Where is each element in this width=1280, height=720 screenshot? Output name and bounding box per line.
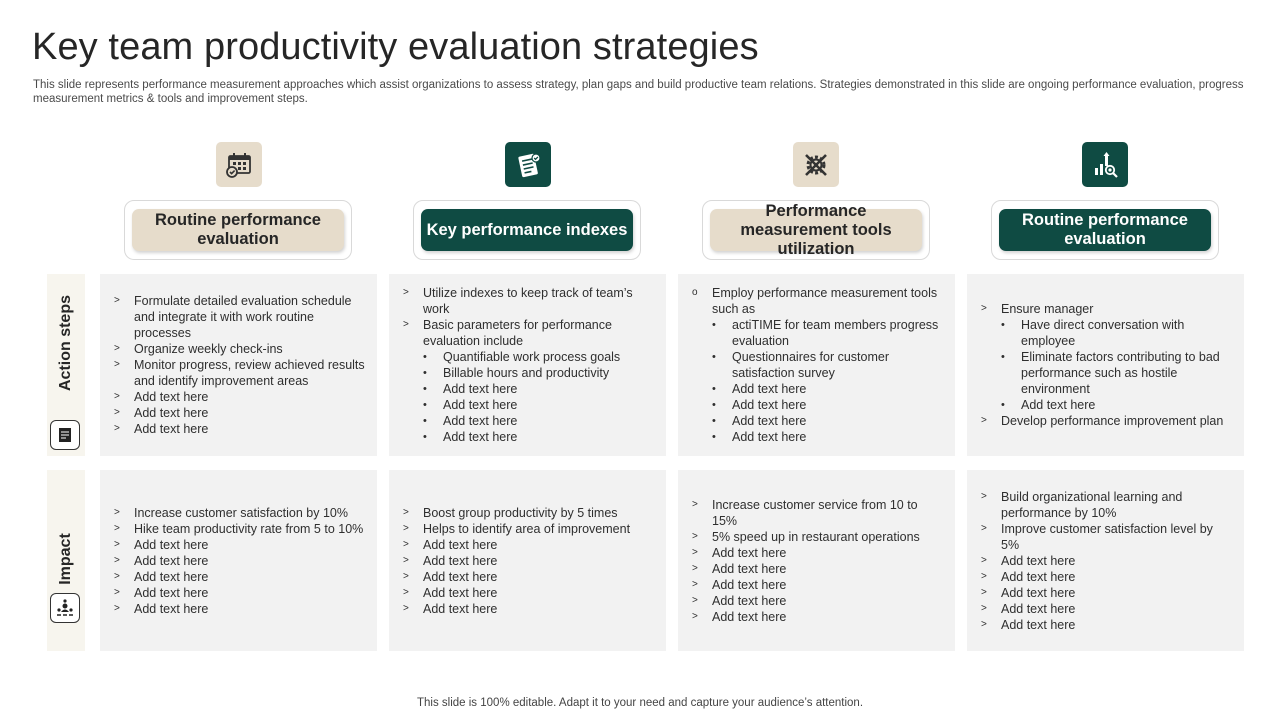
cell-col1-impact [100, 470, 377, 651]
bullet-text: Add text here [1001, 553, 1076, 568]
bullet-text: Add text here [134, 390, 209, 404]
dot-bullet-icon: • [1001, 399, 1005, 411]
arrow-bullet-icon: > [692, 498, 698, 510]
bullet-text: Add text here [443, 414, 518, 428]
circle-bullet-icon: o [692, 287, 698, 298]
bullet-text: Add text here [1021, 398, 1096, 412]
sub-bullet-item [403, 413, 666, 429]
bullet-text: Hike team productivity rate from 5 to 10% [134, 521, 364, 536]
arrow-bullet-icon: > [981, 586, 987, 598]
sub-bullet-item [403, 397, 666, 413]
bullet-text: Increase customer service from 10 to 15% [712, 497, 918, 528]
bullet-item [692, 545, 955, 561]
bullet-text: Add text here [134, 601, 209, 616]
bullet-item [692, 529, 955, 545]
bullet-text: Add text here [732, 382, 807, 396]
bullet-text: Add text here [712, 561, 787, 576]
sub-bullet-item [692, 317, 955, 349]
arrow-bullet-icon: > [114, 570, 120, 582]
arrow-bullet-icon: > [114, 391, 120, 402]
sub-bullet-item [981, 349, 1244, 397]
arrow-bullet-icon: > [981, 602, 987, 614]
arrow-bullet-icon: > [692, 562, 698, 574]
bullet-item [403, 505, 666, 521]
arrow-bullet-icon: > [114, 554, 120, 566]
row-label-action-steps [47, 274, 85, 456]
bullet-text: Helps to identify area of improvement [423, 521, 631, 536]
arrow-bullet-icon: > [981, 570, 987, 582]
column-heading-4 [991, 200, 1219, 260]
dot-bullet-icon: • [712, 383, 716, 395]
bullet-item [403, 585, 666, 601]
bullet-text: Quantifiable work process goals [443, 350, 621, 364]
dot-bullet-icon: • [712, 399, 716, 411]
bullet-item [114, 357, 377, 389]
page-title: Key team productivity evaluation strategies [32, 26, 759, 68]
bullet-text: Billable hours and productivity [443, 366, 610, 380]
document-icon [50, 420, 80, 450]
bullet-item [114, 569, 377, 585]
bullet-text: Add text here [134, 406, 209, 420]
bullet-text: Increase customer satisfaction by 10% [134, 505, 348, 520]
bullet-item [981, 553, 1244, 569]
impact-label: Impact [57, 533, 75, 585]
sub-bullet-item [981, 317, 1244, 349]
bullet-text: Questionnaires for customer satisfaction survey [732, 350, 890, 380]
arrow-bullet-icon: > [403, 602, 409, 614]
arrow-bullet-icon: > [114, 602, 120, 614]
bullet-item [403, 601, 666, 617]
bullet-item [403, 317, 666, 349]
sub-bullet-item [403, 349, 666, 365]
dot-bullet-icon: • [423, 351, 427, 363]
column-heading-2 [413, 200, 641, 260]
arrow-bullet-icon: > [114, 586, 120, 598]
bullet-text: Have direct conversation with employee [1021, 318, 1185, 348]
bullet-item [981, 413, 1244, 429]
arrow-bullet-icon: > [403, 554, 409, 566]
page-subtitle: This slide represents performance measurement approaches which assist organizations to assess strategy, plan gaps and build productive team relations. Strategies demonstrated in this slide are ongoing performance evaluation, progress measurement metrics & tools and improvement steps. [33, 79, 1244, 105]
bullet-text: Add text here [423, 601, 498, 616]
sub-bullet-item [692, 349, 955, 381]
arrow-bullet-icon: > [981, 303, 987, 314]
bullet-item [403, 553, 666, 569]
checklist-icon [505, 142, 551, 187]
arrow-bullet-icon: > [692, 530, 698, 542]
bullet-item [403, 521, 666, 537]
sub-bullet-item [403, 429, 666, 445]
dot-bullet-icon: • [712, 415, 716, 427]
bullet-item [114, 521, 377, 537]
arrow-bullet-icon: > [981, 618, 987, 630]
bullet-text: Eliminate factors contributing to bad performance such as hostile environment [1021, 350, 1220, 396]
dot-bullet-icon: • [423, 415, 427, 427]
arrow-bullet-icon: > [114, 506, 120, 518]
bullet-item [981, 585, 1244, 601]
bullet-item [692, 593, 955, 609]
bullet-text: Add text here [134, 569, 209, 584]
bullet-text: Add text here [1001, 585, 1076, 600]
bullet-text: Add text here [712, 609, 787, 624]
bullet-text: Develop performance improvement plan [1001, 414, 1224, 428]
sub-bullet-item [692, 413, 955, 429]
bullet-text: Basic parameters for performance evaluation include [423, 318, 612, 348]
bullet-item [981, 301, 1244, 317]
dot-bullet-icon: • [712, 351, 716, 363]
bullet-item [981, 489, 1244, 521]
arrow-bullet-icon: > [403, 287, 409, 298]
dot-bullet-icon: • [712, 319, 716, 331]
dot-bullet-icon: • [423, 399, 427, 411]
dot-bullet-icon: • [1001, 351, 1005, 363]
bullet-text: Add text here [1001, 601, 1076, 616]
arrow-bullet-icon: > [692, 610, 698, 622]
bullet-text: Add text here [1001, 617, 1076, 632]
chart-magnifier-icon [1082, 142, 1128, 187]
bullet-text: Employ performance measurement tools such as [712, 286, 938, 316]
team-network-icon [50, 593, 80, 623]
gear-tools-icon [793, 142, 839, 187]
bullet-item [403, 285, 666, 317]
bullet-item [114, 601, 377, 617]
bullet-text: Formulate detailed evaluation schedule and integrate it with work routine processes [134, 294, 352, 340]
cell-col3-action [678, 274, 955, 456]
bullet-item [114, 585, 377, 601]
bullet-text: Add text here [134, 537, 209, 552]
sub-bullet-item [981, 397, 1244, 413]
sub-bullet-item [692, 429, 955, 445]
cell-col3-impact [678, 470, 955, 651]
bullet-text: Boost group productivity by 5 times [423, 505, 618, 520]
bullet-text: Add text here [134, 553, 209, 568]
column-heading-1 [124, 200, 352, 260]
bullet-text: Add text here [712, 577, 787, 592]
arrow-bullet-icon: > [114, 407, 120, 418]
dot-bullet-icon: • [712, 431, 716, 443]
arrow-bullet-icon: > [981, 415, 987, 426]
bullet-item [114, 537, 377, 553]
cell-col2-impact [389, 470, 666, 651]
bullet-text: Add text here [732, 430, 807, 444]
bullet-item [981, 569, 1244, 585]
arrow-bullet-icon: > [403, 538, 409, 550]
bullet-text: Add text here [423, 537, 498, 552]
arrow-bullet-icon: > [114, 295, 120, 306]
bullet-item [403, 569, 666, 585]
bullet-item [692, 285, 955, 317]
bullet-item [114, 405, 377, 421]
sub-bullet-item [403, 365, 666, 381]
bullet-item [981, 521, 1244, 553]
bullet-text: Monitor progress, review achieved results and identify improvement areas [134, 358, 365, 388]
column-heading-label: Performance measurement tools utilization [710, 209, 922, 251]
arrow-bullet-icon: > [114, 423, 120, 434]
dot-bullet-icon: • [423, 367, 427, 379]
row-label-impact [47, 470, 85, 651]
arrow-bullet-icon: > [692, 546, 698, 558]
column-heading-label: Key performance indexes [421, 209, 633, 251]
arrow-bullet-icon: > [114, 343, 120, 354]
bullet-item [114, 421, 377, 437]
bullet-text: Add text here [423, 569, 498, 584]
arrow-bullet-icon: > [114, 359, 120, 370]
bullet-item [692, 561, 955, 577]
sub-bullet-item [692, 397, 955, 413]
bullet-item [692, 497, 955, 529]
cell-col4-action [967, 274, 1244, 456]
dot-bullet-icon: • [1001, 319, 1005, 331]
bullet-item [114, 293, 377, 341]
sub-bullet-item [692, 381, 955, 397]
arrow-bullet-icon: > [403, 586, 409, 598]
dot-bullet-icon: • [423, 383, 427, 395]
bullet-item [981, 601, 1244, 617]
footer-note: This slide is 100% editable. Adapt it to your need and capture your audience’s attention. [416, 697, 864, 709]
arrow-bullet-icon: > [403, 522, 409, 534]
cell-col2-action [389, 274, 666, 456]
bullet-text: Add text here [443, 398, 518, 412]
arrow-bullet-icon: > [692, 594, 698, 606]
arrow-bullet-icon: > [692, 578, 698, 590]
bullet-text: Add text here [732, 414, 807, 428]
arrow-bullet-icon: > [403, 506, 409, 518]
arrow-bullet-icon: > [981, 522, 987, 534]
arrow-bullet-icon: > [981, 554, 987, 566]
bullet-text: Add text here [732, 398, 807, 412]
bullet-text: Add text here [134, 422, 209, 436]
bullet-item [114, 553, 377, 569]
bullet-item [114, 389, 377, 405]
arrow-bullet-icon: > [403, 319, 409, 330]
bullet-text: Add text here [423, 553, 498, 568]
cell-col1-action [100, 274, 377, 456]
calendar-icon [216, 142, 262, 187]
bullet-text: Add text here [712, 545, 787, 560]
bullet-text: Organize weekly check-ins [134, 342, 283, 356]
bullet-text: actiTIME for team members progress evaluation [732, 318, 939, 348]
bullet-item [403, 537, 666, 553]
column-heading-label: Routine performance evaluation [999, 209, 1211, 251]
bullet-item [981, 617, 1244, 633]
arrow-bullet-icon: > [114, 538, 120, 550]
dot-bullet-icon: • [423, 431, 427, 443]
bullet-text: Add text here [423, 585, 498, 600]
bullet-item [692, 609, 955, 625]
action-steps-label: Action steps [57, 294, 75, 392]
bullet-text: Add text here [443, 382, 518, 396]
bullet-item [114, 341, 377, 357]
arrow-bullet-icon: > [403, 570, 409, 582]
bullet-text: Ensure manager [1001, 302, 1094, 316]
arrow-bullet-icon: > [114, 522, 120, 534]
bullet-text: 5% speed up in restaurant operations [712, 529, 920, 544]
bullet-text: Add text here [712, 593, 787, 608]
cell-col4-impact [967, 470, 1244, 651]
bullet-item [114, 505, 377, 521]
arrow-bullet-icon: > [981, 490, 987, 502]
bullet-text: Build organizational learning and performance by 10% [1001, 489, 1183, 520]
bullet-text: Improve customer satisfaction level by 5% [1001, 521, 1213, 552]
bullet-item [692, 577, 955, 593]
bullet-text: Add text here [1001, 569, 1076, 584]
bullet-text: Add text here [134, 585, 209, 600]
sub-bullet-item [403, 381, 666, 397]
column-heading-label: Routine performance evaluation [132, 209, 344, 251]
column-heading-3 [702, 200, 930, 260]
bullet-text: Add text here [443, 430, 518, 444]
bullet-text: Utilize indexes to keep track of team’s work [423, 286, 633, 316]
